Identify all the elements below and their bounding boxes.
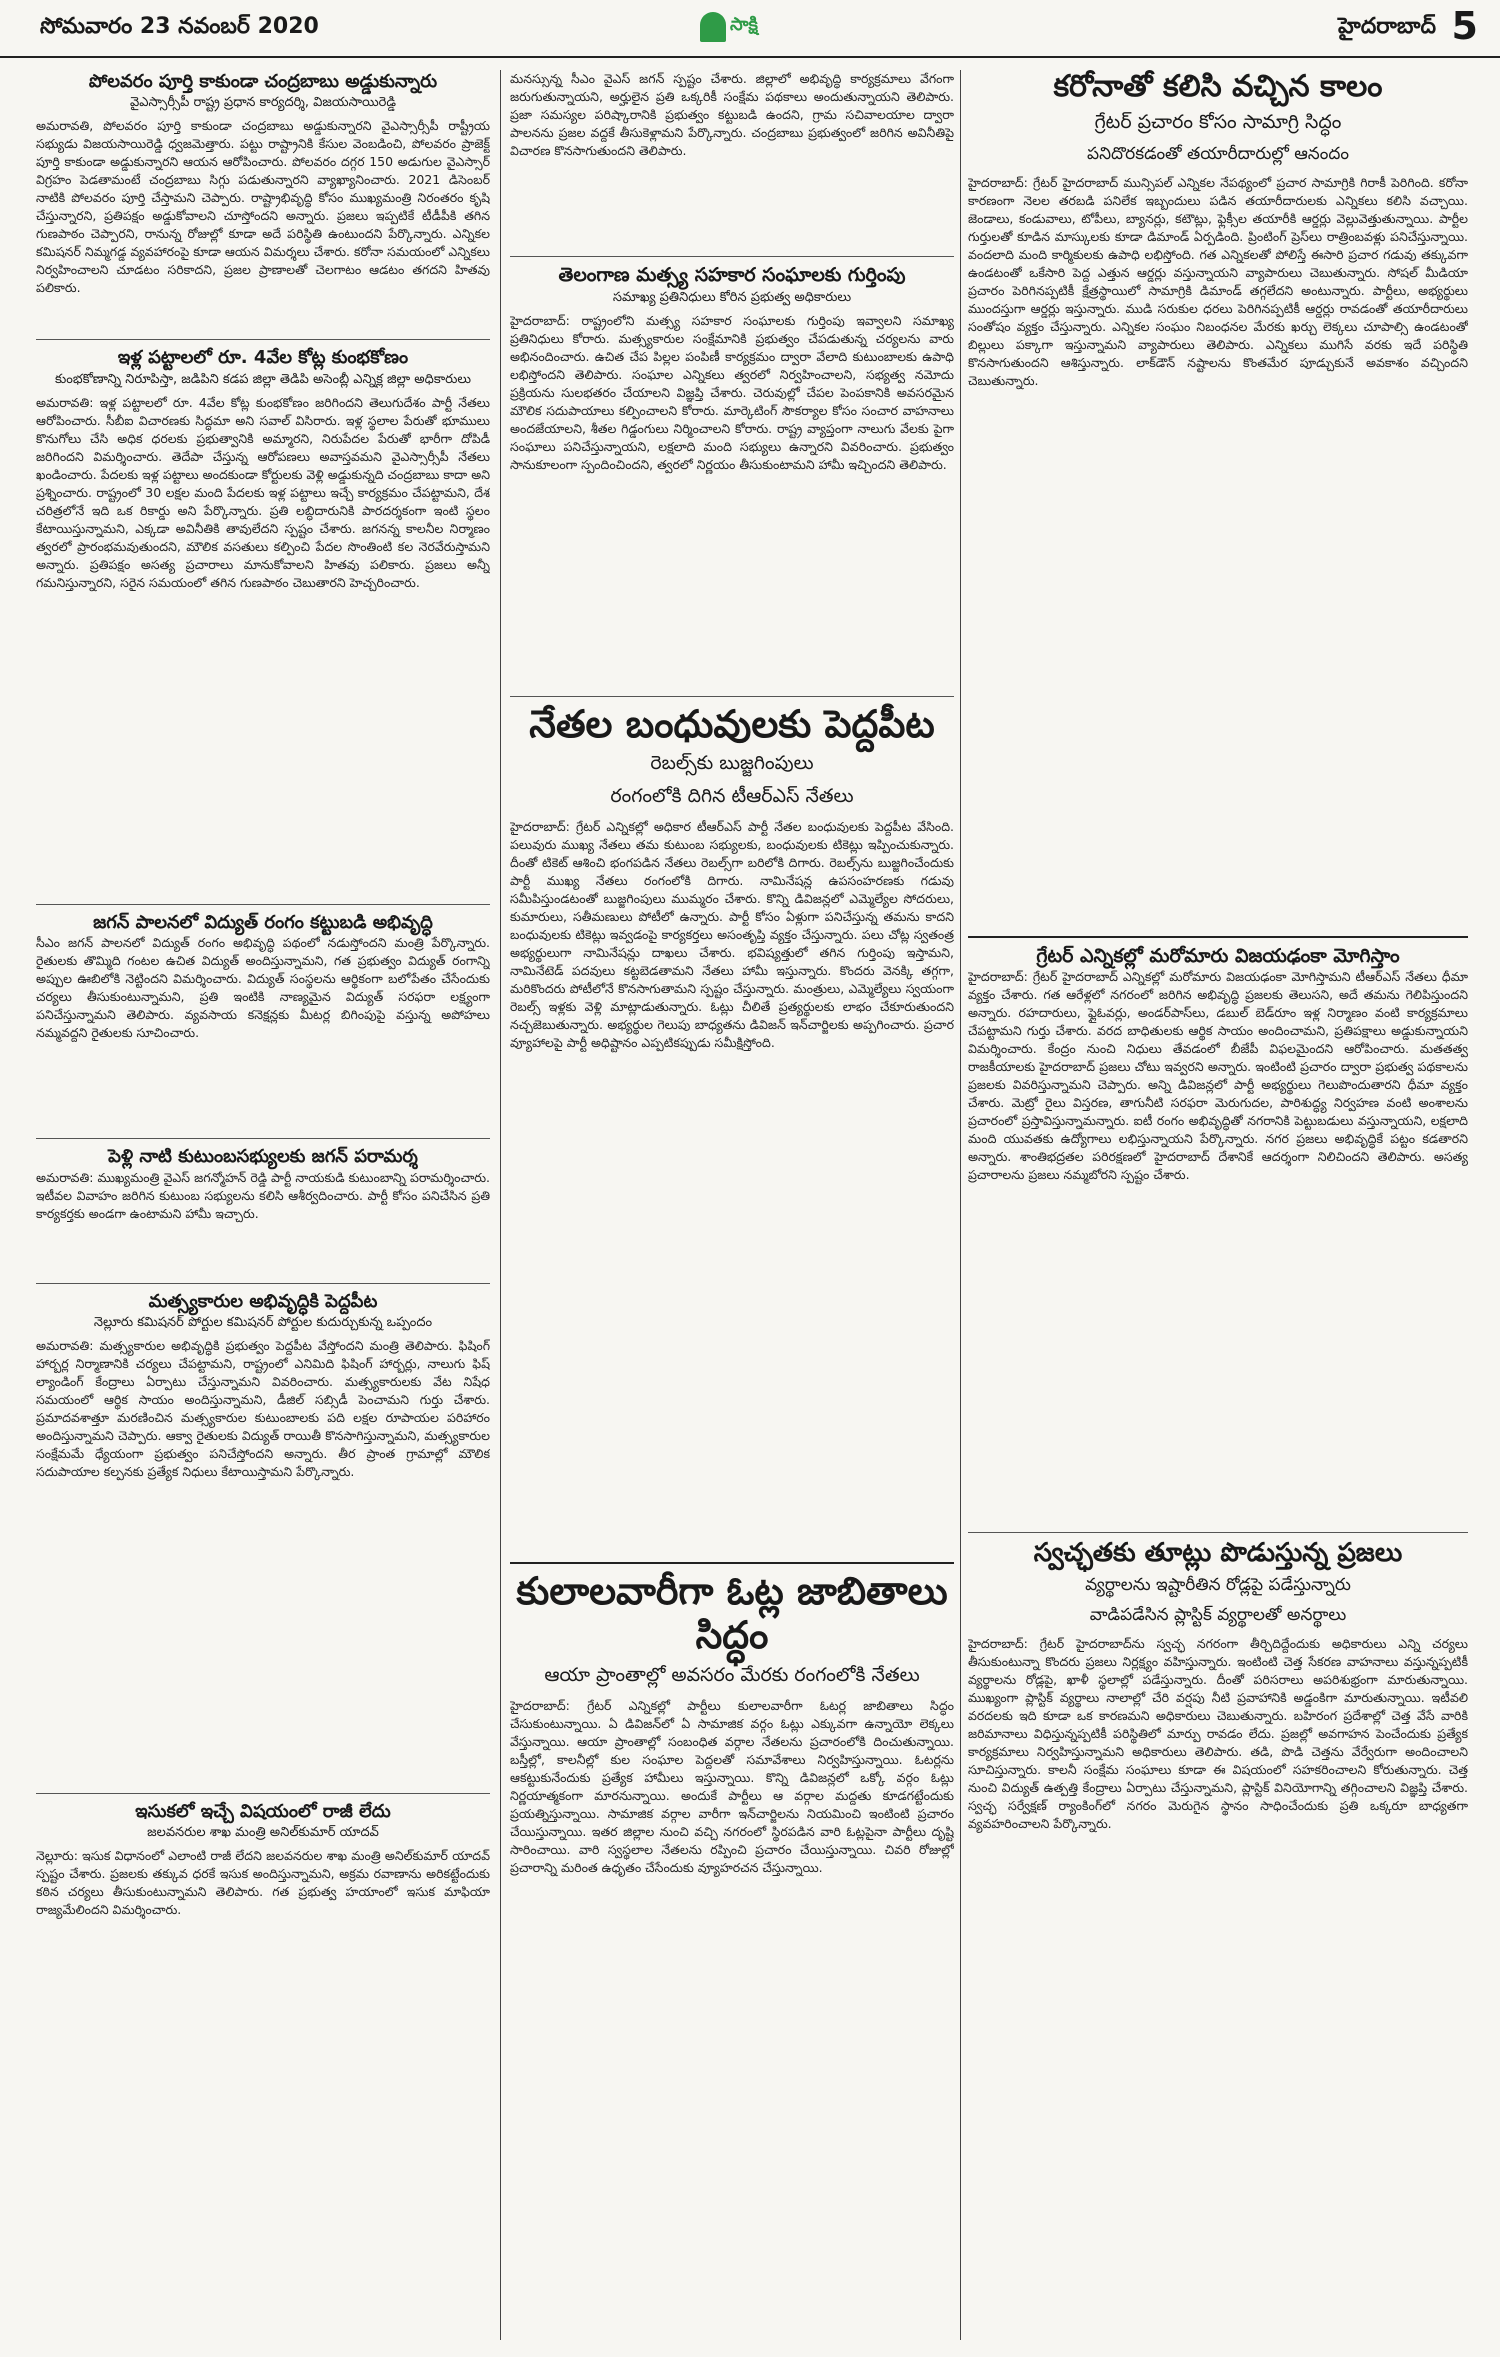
lead-article-relatives — [510, 703, 954, 1565]
kicker: కుంభకోణాన్ని నిరూపిస్తా, జడిపిని కడప జిల్లా తెడిపి అసెంబ్లీ ఎన్నిక్ల జిల్లా అధికారులు — [54, 371, 472, 387]
lead-headline: కరోనాతో కలిసి వచ్చిన కాలం — [1053, 70, 1383, 104]
lead-headline: కులాలవారీగా ఓట్ల జాబితాలు సిద్ధం — [516, 1569, 948, 1658]
article-fish-cooperatives — [510, 263, 954, 697]
article-cleanliness — [968, 1539, 1468, 2201]
subheadline: గ్రేటర్ ప్రచారం కోసం సామాగ్రి సిద్ధం — [1094, 110, 1342, 133]
article-family-visit — [36, 1145, 490, 1283]
headline: మత్స్యకారుల అభివృద్ధికి పెద్దపీట — [148, 1290, 378, 1312]
article-body: సీఎం జగన్ పాలనలో విద్యుత్ రంగం అభివృద్ధి పథంలో నడుస్తోందని మంత్రి పేర్కొన్నారు. రైతులకు తొమ్మిది గంటల ఉచిత విద్యుత్ అందిస్తున్నామని, గత ప్రభుత్వం విద్యుత్ రంగాన్ని అప్పుల ఊబిలోకి నెట్టిందని విమర్శించారు. విద్యుత్ సంస్థలను ఆర్థికంగా బలోపేతం చేసేందుకు చర్యలు తీసుకుంటున్నామని, ప్రతి ఇంటికి నాణ్యమైన విద్యుత్ సరఫరా లక్ష్యంగా పనిచేస్తున్నామని తెలిపారు. వ్యవసాయ కనెక్షన్లకు మీటర్ల బిగింపుపై వస్తున్న అపోహలు నమ్మవద్దని రైతులకు సూచించారు. — [36, 935, 490, 1041]
subheadline: వ్యర్థాలను ఇష్టారీతిన రోడ్లపై పడేస్తున్నారు — [1085, 1575, 1351, 1596]
logo-mark-icon — [700, 12, 726, 42]
article-fishermen — [36, 1290, 490, 1794]
subheadline: రెబల్స్‌కు బుజ్జగింపులు — [650, 752, 814, 775]
article-house-sites — [36, 346, 490, 904]
headline: ఇసుకలో ఇచ్చే విషయంలో రాజీ లేదు — [135, 1800, 391, 1822]
column-middle — [510, 70, 954, 2340]
article-continued — [510, 70, 954, 257]
column-left — [36, 70, 490, 2340]
subheadline: ఆయా ప్రాంతాల్లో అవసరం మేరకు రంగంలోకి నేతలు — [544, 1663, 920, 1686]
article-body: నెల్లూరు: ఇసుక విధానంలో ఎలాంటి రాజీ లేదని జలవనరుల శాఖ మంత్రి అనిల్‌కుమార్ యాదవ్ స్పష్టం చేశారు. ప్రజలకు తక్కువ ధరకే ఇసుక అందిస్తున్నామని, అక్రమ రవాణాను అరికట్టేందుకు కఠిన చర్యలు తీసుకుంటున్నామని తెలిపారు. గత ప్రభుత్వ హయాంలో ఇసుక మాఫియా రాజ్యమేలిందని విమర్శించారు. — [36, 1848, 490, 1918]
article-body: అమరావతి: మత్స్యకారుల అభివృద్ధికి ప్రభుత్వం పెద్దపీట వేస్తోందని మంత్రి తెలిపారు. ఫిషింగ్ హార్బర్ల నిర్మాణానికి చర్యలు చేపట్టామని, రాష్ట్రంలో ఎనిమిది ఫిషింగ్ హార్బర్లు, నాలుగు ఫిష్ ల్యాండింగ్ కేంద్రాలు ఏర్పాటు చేస్తున్నామని వివరించారు. మత్స్యకారులకు వేట నిషేధ సమయంలో ఆర్థిక సాయం అందిస్తున్నామని, డీజిల్ సబ్సిడీ పెంచామని గుర్తు చేశారు. ప్రమాదవశాత్తూ మరణించిన మత్స్యకారుల కుటుంబాలకు పది లక్షల రూపాయల పరిహారం అందిస్తున్నామని చెప్పారు. ఆక్వా రైతులకు విద్యుత్ రాయితీ కొనసాగిస్తున్నామని, మత్స్యకారుల సంక్షేమమే ధ్యేయంగా ప్రభుత్వం పనిచేస్తోందని అన్నారు. తీర ప్రాంత గ్రామాల్లో మౌలిక సదుపాయాల కల్పనకు ప్రత్యేక నిధులు కేటాయిస్తామని పేర్కొన్నారు. — [36, 1337, 490, 1479]
article-body: హైదరాబాద్: గ్రేటర్ హైదరాబాద్ మున్సిపల్ ఎన్నికల నేపథ్యంలో ప్రచార సామాగ్రికి గిరాకీ పెరిగింది. కరోనా కారణంగా నెలల తరబడి పనిలేక ఇబ్బందులు పడిన తయారీదారులకు ఎన్నికలు కలిసి వచ్చాయి. జెండాలు, కండువాలు, టోపీలు, బ్యానర్లు, కటౌట్లు, ఫ్లెక్సీల తయారీకి ఆర్డర్లు వెల్లువెత్తుతున్నాయి. పార్టీల గుర్తులతో కూడిన మాస్కులకు కూడా డిమాండ్ ఏర్పడింది. ప్రింటింగ్ ప్రెస్‌లు రాత్రింబవళ్లు పనిచేస్తున్నాయి. వందలాది మంది కార్మికులకు ఉపాధి లభిస్తోంది. గత ఎన్నికలతో పోలిస్తే ఈసారి ప్రచార గడువు తక్కువగా ఉండటంతో ఒకేసారి పెద్ద ఎత్తున ఆర్డర్లు వస్తున్నాయని వ్యాపారులు చెబుతున్నారు. సోషల్ మీడియా ప్రచారం పెరిగినప్పటికీ క్షేత్రస్థాయిలో సామాగ్రికి డిమాండ్ తగ్గలేదని అంటున్నారు. పార్టీలు, అభ్యర్థులు ముందస్తుగా ఆర్డర్లు ఇస్తున్నారు. ముడి సరుకుల ధరలు పెరిగినప్పటికీ ఆర్డర్లు రావడంతో తయారీదారులు సంతోషం వ్యక్తం చేస్తున్నారు. ఎన్నికల సంఘం నిబంధనల మేరకు ఖర్చు లెక్కలు చూపాల్సి ఉండటంతో బిల్లులు పక్కాగా ఇస్తున్నామని వ్యాపారులు తెలిపారు. ఎన్నికలు ముగిసే వరకు ఇదే పరిస్థితి కొనసాగుతుందని ఆశిస్తున్నారు. లాక్‌డౌన్ నష్టాలను కొంతమేర పూడ్చుకునే అవకాశం వచ్చిందని చెబుతున్నారు. — [968, 174, 1468, 388]
article-body: అమరావతి, పోలవరం పూర్తి కాకుండా చంద్రబాబు అడ్డుకున్నారని వైఎస్సార్సీపీ రాష్ట్రీయ సభ్యుడు విజయసాయిరెడ్డి ధ్వజమెత్తారు. పట్టు రాష్ట్రానికి కేసుల వెంబడించి, పోలవరం ప్రాజెక్ట్ పూర్తి కాకుండా అడ్డుకున్నారని ఆయన ఆరోపించారు. పోలవరం దగ్గర 150 అడుగుల వైఎస్సార్ విగ్రహం పెడతామంటే చంద్రబాబు సిగ్గు పడుతున్నారని వ్యాఖ్యానించారు. 2021 డిసెంబర్ నాటికి పోలవరం పూర్తి చేస్తామని చెప్పారు. రాష్ట్రాభివృద్ధి కోసం ముఖ్యమంత్రి నిరంతరం కృషి చేస్తున్నారని, ప్రతిపక్షం అడ్డుకోవాలని చూస్తోందని అన్నారు. ప్రజలు ఇప్పటికే టీడీపీకి తగిన గుణపాఠం చెప్పారని, రానున్న రోజుల్లో కూడా అదే పరిస్థితి ఉంటుందని పేర్కొన్నారు. ఎన్నికల కమిషనర్ నిమ్మగడ్డ వ్యవహారంపై కూడా ఆయన విమర్శలు చేశారు. కరోనా సమయంలో ఎన్నికలు నిర్వహించాలని చూడటం సరికాదని, ప్రజల ప్రాణాలతో చెలగాటం ఆడటం తగదని హితవు పలికారు. — [36, 118, 490, 296]
headline: గ్రేటర్ ఎన్నికల్లో మరోమారు విజయఢంకా మోగిస్తాం — [1036, 944, 1400, 967]
kicker: సమాఖ్య ప్రతినిధులు కోరిన ప్రభుత్వ అధికారులు — [612, 289, 852, 305]
kicker: జలవనరుల శాఖ మంత్రి అనిల్‌కుమార్ యాదవ్ — [147, 1825, 379, 1841]
edition-city: హైదరాబాద్ — [1338, 14, 1436, 39]
headline: స్వచ్ఛతకు తూట్లు పొడుస్తున్న ప్రజలు — [1033, 1538, 1403, 1569]
kicker: వైఎస్సార్సీపీ రాష్ట్ర ప్రధాన కార్యదర్శి, విజయసాయిరెడ్డి — [129, 95, 397, 111]
lead-headline: నేతల బంధువులకు పెద్దపీట — [529, 701, 935, 746]
subheadline: రంగంలోకి దిగిన టీఆర్ఎస్ నేతలు — [610, 785, 854, 808]
headline: తెలంగాణ మత్స్య సహకార సంఘాలకు గుర్తింపు — [558, 264, 906, 286]
article-polavaram — [36, 70, 490, 340]
article-sand-policy — [36, 1800, 490, 2033]
column-divider — [500, 70, 501, 2340]
newspaper-logo — [700, 6, 818, 48]
headline: జగన్ పాలనలో విద్యుత్ రంగం కట్టుబడి అభివృద్ధి — [93, 911, 433, 933]
lead-article-corona-campaign — [968, 70, 1468, 938]
column-divider — [960, 70, 961, 2340]
article-body: హైదరాబాద్: గ్రేటర్ హైదరాబాద్‌ను స్వచ్ఛ నగరంగా తీర్చిదిద్దేందుకు అధికారులు ఎన్ని చర్యలు తీసుకుంటున్నా కొందరు ప్రజలు నిర్లక్ష్యం వహిస్తున్నారు. ఇంటింటి చెత్త సేకరణ వాహనాలు వస్తున్నప్పటికీ వ్యర్థాలను రోడ్లపై, ఖాళీ స్థలాల్లో పడేస్తున్నారు. దీంతో పరిసరాలు అపరిశుభ్రంగా మారుతున్నాయి. ముఖ్యంగా ప్లాస్టిక్ వ్యర్థాలు నాలాల్లో చేరి వర్షపు నీటి ప్రవాహానికి అడ్డంకిగా మారుతున్నాయి. ఇటీవలి వరదలకు ఇది కూడా ఒక కారణమని అధికారులు చెబుతున్నారు. బహిరంగ ప్రదేశాల్లో చెత్త వేసే వారికి జరిమానాలు విధిస్తున్నప్పటికీ పరిస్థితిలో మార్పు రావడం లేదు. ప్రజల్లో అవగాహన పెంచేందుకు ప్రత్యేక కార్యక్రమాలు నిర్వహిస్తున్నామని అధికారులు తెలిపారు. తడి, పొడి చెత్తను వేర్వేరుగా అందించాలని సూచిస్తున్నారు. కాలనీ సంక్షేమ సంఘాలు కూడా ఈ విషయంలో సహకరించాలని కోరుతున్నారు. చెత్త నుంచి విద్యుత్ ఉత్పత్తి కేంద్రాలు ఏర్పాటు చేస్తున్నామని, ప్లాస్టిక్ వినియోగాన్ని తగ్గించాలని విజ్ఞప్తి చేశారు. స్వచ్ఛ సర్వేక్షణ్ ర్యాంకింగ్‌లో నగరం మెరుగైన స్థానం సాధించేందుకు ప్రతి ఒక్కరూ బాధ్యతగా వ్యవహరించాలని పేర్కొన్నారు. — [968, 1636, 1468, 1832]
article-greater-victory — [968, 944, 1468, 1534]
subheadline: వాడిపడేసిన ప్లాస్టిక్ వ్యర్థాలతో అనర్థాలు — [1089, 1605, 1347, 1626]
article-body: మనస్సున్న సీఎం వైఎస్ జగన్ స్పష్టం చేశారు. జిల్లాలో అభివృద్ధి కార్యక్రమాలు వేగంగా జరుగుతున్నాయని, అర్హులైన ప్రతి ఒక్కరికీ సంక్షేమ పథకాలు అందుతున్నాయని తెలిపారు. ప్రజా సమస్యల పరిష్కారానికి ప్రభుత్వం కట్టుబడి ఉందని, గ్రామ సచివాలయాల ద్వారా పాలనను ప్రజల వద్దకే తీసుకెళ్లామని పేర్కొన్నారు. చంద్రబాబు ప్రభుత్వంలో జరిగిన అవినీతిపై విచారణ కొనసాగుతుందని తెలిపారు. — [510, 71, 954, 158]
article-body: అమరావతి: ముఖ్యమంత్రి వైఎస్ జగన్మోహన్ రెడ్డి పార్టీ నాయకుడి కుటుంబాన్ని పరామర్శించారు. ఇటీవల వివాహం జరిగిన కుటుంబ సభ్యులను కలిసి ఆశీర్వదించారు. పార్టీ కోసం పనిచేసిన ప్రతి కార్యకర్తకు అండగా ఉంటామని హామీ ఇచ్చారు. — [36, 1169, 490, 1221]
kicker: నెల్లూరు కమిషనర్ పోర్టుల కమిషనర్ పోర్టుల కుదుర్చుకున్న ఒప్పందం — [93, 1314, 433, 1330]
logo-text: సాక్షి — [730, 14, 758, 35]
article-body: హైదరాబాద్: గ్రేటర్ హైదరాబాద్ ఎన్నికల్లో మరోమారు విజయఢంకా మోగిస్తామని టీఆర్ఎస్ నేతలు ధీమా వ్యక్తం చేశారు. గత ఆరేళ్లలో నగరంలో జరిగిన అభివృద్ధి ప్రజలకు తెలుసని, అదే తమను గెలిపిస్తుందని అన్నారు. రహదారులు, ఫ్లైఓవర్లు, అండర్‌పాస్‌లు, డబుల్ బెడ్‌రూం ఇళ్ల నిర్మాణం వంటి కార్యక్రమాలు చేపట్టామని గుర్తు చేశారు. వరద బాధితులకు ఆర్థిక సాయం అందించామని, ప్రతిపక్షాలు అడ్డుకున్నాయని విమర్శించారు. కేంద్రం నుంచి నిధులు తేవడంలో బీజేపీ విఫలమైందని ఆరోపించారు. మతతత్వ రాజకీయాలకు హైదరాబాద్ ప్రజలు చోటు ఇవ్వరని అన్నారు. ఇంటింటి ప్రచారం ద్వారా ప్రభుత్వ పథకాలను ప్రజలకు వివరిస్తున్నామని చెప్పారు. అన్ని డివిజన్లలో పార్టీ అభ్యర్థులు గెలుపొందుతారని ధీమా వ్యక్తం చేశారు. మెట్రో రైలు విస్తరణ, తాగునీటి సరఫరా మెరుగుదల, పారిశుద్ధ్య నిర్వహణ వంటి అంశాలను ప్రచారంలో ప్రస్తావిస్తున్నామన్నారు. ఐటీ రంగం అభివృద్ధితో నగరానికి పెట్టుబడులు వస్తున్నాయని, లక్షలాది మంది యువతకు ఉద్యోగాలు లభిస్తున్నాయని పేర్కొన్నారు. నగర ప్రజలు అభివృద్ధికే పట్టం కడతారని అన్నారు. శాంతిభద్రతల పరిరక్షణలో హైదరాబాద్ దేశానికే ఆదర్శంగా నిలిచిందని తెలిపారు. అసత్య ప్రచారాలను ప్రజలు నమ్మబోరని స్పష్టం చేశారు. — [968, 969, 1468, 1183]
article-body: హైదరాబాద్: గ్రేటర్ ఎన్నికల్లో అధికార టీఆర్ఎస్ పార్టీ నేతల బంధువులకు పెద్దపీట వేసింది. పలువురు ముఖ్య నేతలు తమ కుటుంబ సభ్యులకు, బంధువులకు టికెట్లు ఇప్పించుకున్నారు. దీంతో టికెట్ ఆశించి భంగపడిన నేతలు రెబల్స్‌గా బరిలోకి దిగారు. రెబల్స్‌ను బుజ్జగించేందుకు పార్టీ ముఖ్య నేతలు రంగంలోకి దిగారు. నామినేషన్ల ఉపసంహరణకు గడువు సమీపిస్తుండటంతో బుజ్జగింపులు ముమ్మరం చేశారు. కొన్ని డివిజన్లలో ఎమ్మెల్యేల సోదరులు, కుమారులు, సతీమణులు పోటీలో ఉన్నారు. పార్టీ కోసం ఏళ్లుగా పనిచేస్తున్న తమను కాదని బంధువులకు టికెట్లు ఇవ్వడంపై కార్యకర్తలు అసంతృప్తి వ్యక్తం చేస్తున్నారు. పలు చోట్ల స్వతంత్ర అభ్యర్థులుగా నామినేషన్లు దాఖలు చేశారు. భవిష్యత్తులో తగిన గుర్తింపు ఇస్తామని, నామినేటెడ్ పదవులు కట్టబెడతామని నేతలు హామీ ఇస్తున్నారు. కొందరు వెనక్కి తగ్గగా, మరికొందరు పోటీలోనే కొనసాగుతామని స్పష్టం చేస్తున్నారు. మంత్రులు, ఎమ్మెల్యేలు స్వయంగా రెబల్స్ ఇళ్లకు వెళ్లి మాట్లాడుతున్నారు. ఓట్లు చీలితే ప్రత్యర్థులకు లాభం చేకూరుతుందని నచ్చజెబుతున్నారు. అభ్యర్థుల గెలుపు బాధ్యతను డివిజన్ ఇన్‌చార్జిలకు అప్పగించారు. ప్రచార వ్యూహాలపై పార్టీ అధిష్టానం ఎప్పటికప్పుడు సమీక్షిస్తోంది. — [510, 819, 954, 1051]
article-body: అమరావతి: ఇళ్ల పట్టాలలో రూ. 4వేల కోట్ల కుంభకోణం జరిగిందని తెలుగుదేశం పార్టీ నేతలు ఆరోపించారు. సీబీఐ విచారణకు సిద్ధమా అని సవాల్ విసిరారు. ఇళ్ల స్థలాల పేరుతో భూములు కొనుగోలు చేసి అధిక ధరలకు ప్రభుత్వానికి అమ్మారని, నిరుపేదల పేరుతో భారీగా దోపిడీ జరిగిందని విమర్శించారు. తెదేపా చేస్తున్న ఆరోపణలు అవాస్తవమని వైఎస్సార్సీపీ నేతలు ఖండించారు. పేదలకు ఇళ్ల పట్టాలు అందకుండా కోర్టులకు వెళ్లి అడ్డుకున్నది చంద్రబాబు కాదా అని ప్రశ్నించారు. రాష్ట్రంలో 30 లక్షల మంది పేదలకు ఇళ్ల పట్టాలు ఇచ్చే కార్యక్రమం చేపట్టామని, దేశ చరిత్రలోనే ఇది ఒక రికార్డు అని పేర్కొన్నారు. ప్రతి లబ్ధిదారునికి పారదర్శకంగా ఇంటి స్థలం కేటాయిస్తున్నామని, ఎక్కడా అవినీతికి తావులేదని స్పష్టం చేశారు. జగనన్న కాలనీల నిర్మాణం త్వరలో ప్రారంభమవుతుందని, మౌలిక వసతులు కల్పించి పేదల సొంతింటి కల నెరవేరుస్తామని అన్నారు. ప్రతిపక్షం అసత్య ప్రచారాలు మానుకోవాలని హితవు పలికారు. ప్రజలు అన్నీ గమనిస్తున్నారని, సరైన సమయంలో తగిన గుణపాఠం చెబుతారని హెచ్చరించారు. — [36, 394, 490, 590]
article-body: హైదరాబాద్: రాష్ట్రంలోని మత్స్య సహకార సంఘాలకు గుర్తింపు ఇవ్వాలని సమాఖ్య ప్రతినిధులు కోరారు. మత్స్యకారుల సంక్షేమానికి ప్రభుత్వం చేపడుతున్న చర్యలను వారు అభినందించారు. ఉచిత చేప పిల్లల పంపిణీ కార్యక్రమం ద్వారా వేలాది కుటుంబాలకు ఉపాధి లభిస్తోందని తెలిపారు. సంఘాల ఎన్నికలు త్వరలో నిర్వహించాలని, సభ్యత్వ నమోదు ప్రక్రియను సులభతరం చేయాలని విజ్ఞప్తి చేశారు. చెరువుల్లో చేపల పెంపకానికి అవసరమైన మౌలిక సదుపాయాలు కల్పించాలని కోరారు. మార్కెటింగ్ సౌకర్యాల కోసం సంచార వాహనాలు అందజేయాలని, శీతల గిడ్డంగులు నిర్మించాలని కోరారు. రాష్ట్ర వ్యాప్తంగా నాలుగు వేలకు పైగా సంఘాలు పనిచేస్తున్నాయని, లక్షలాది మంది సభ్యులు ఉన్నారని వివరించారు. ప్రభుత్వం సానుకూలంగా స్పందించిందని, త్వరలో నిర్ణయం తీసుకుంటామని హామీ ఇచ్చిందని తెలిపారు. — [510, 312, 954, 472]
headline: ఇళ్ల పట్టాలలో రూ. 4వేల కోట్ల కుంభకోణం — [117, 347, 409, 369]
subheadline: పనిదొరకడంతో తయారీదారుల్లో ఆనందం — [1087, 143, 1349, 164]
headline: పోలవరం పూర్తి కాకుండా చంద్రబాబు అడ్డుకున్నారు — [88, 71, 438, 92]
issue-date: సోమవారం 23 నవంబర్ 2020 — [40, 14, 319, 39]
article-power-sector — [36, 911, 490, 1139]
article-body: హైదరాబాద్: గ్రేటర్ ఎన్నికల్లో పార్టీలు కులాలవారీగా ఓటర్ల జాబితాలు సిద్ధం చేసుకుంటున్నాయి. ఏ డివిజన్‌లో ఏ సామాజిక వర్గం ఓట్లు ఎక్కువగా ఉన్నాయో లెక్కలు వేస్తున్నాయి. ఆయా ప్రాంతాల్లో సంబంధిత వర్గాల నేతలను ప్రచారంలోకి దించుతున్నాయి. బస్తీల్లో, కాలనీల్లో కుల సంఘాల పెద్దలతో సమావేశాలు నిర్వహిస్తున్నాయి. ఓటర్లను ఆకట్టుకునేందుకు ప్రత్యేక హామీలు ఇస్తున్నాయి. కొన్ని డివిజన్లలో ఒక్కో వర్గం ఓట్లు నిర్ణయాత్మకంగా మారనున్నాయి. అందుకే పార్టీలు ఆ వర్గాల మద్దతు కూడగట్టేందుకు ప్రయత్నిస్తున్నాయి. సామాజిక వర్గాల వారీగా ఇన్‌చార్జిలను నియమించి ఇంటింటి ప్రచారం చేయిస్తున్నాయి. ఇతర జిల్లాల నుంచి వచ్చి నగరంలో స్థిరపడిన వారి ఓట్లపైనా పార్టీలు దృష్టి సారించాయి. వారి స్వస్థలాల నేతలను రప్పించి ప్రచారం చేయిస్తున్నాయి. చివరి రోజుల్లో ప్రచారాన్ని మరింత ఉధృతం చేసేందుకు వ్యూహరచన చేస్తున్నాయి. — [510, 1697, 954, 1875]
headline: పెళ్లి నాటి కుటుంబసభ్యులకు జగన్ పరామర్శ — [108, 1146, 418, 1168]
lead-article-caste-lists — [510, 1570, 954, 2082]
page-number: 5 — [1451, 4, 1478, 48]
column-right — [968, 70, 1468, 2340]
masthead — [0, 0, 1500, 58]
